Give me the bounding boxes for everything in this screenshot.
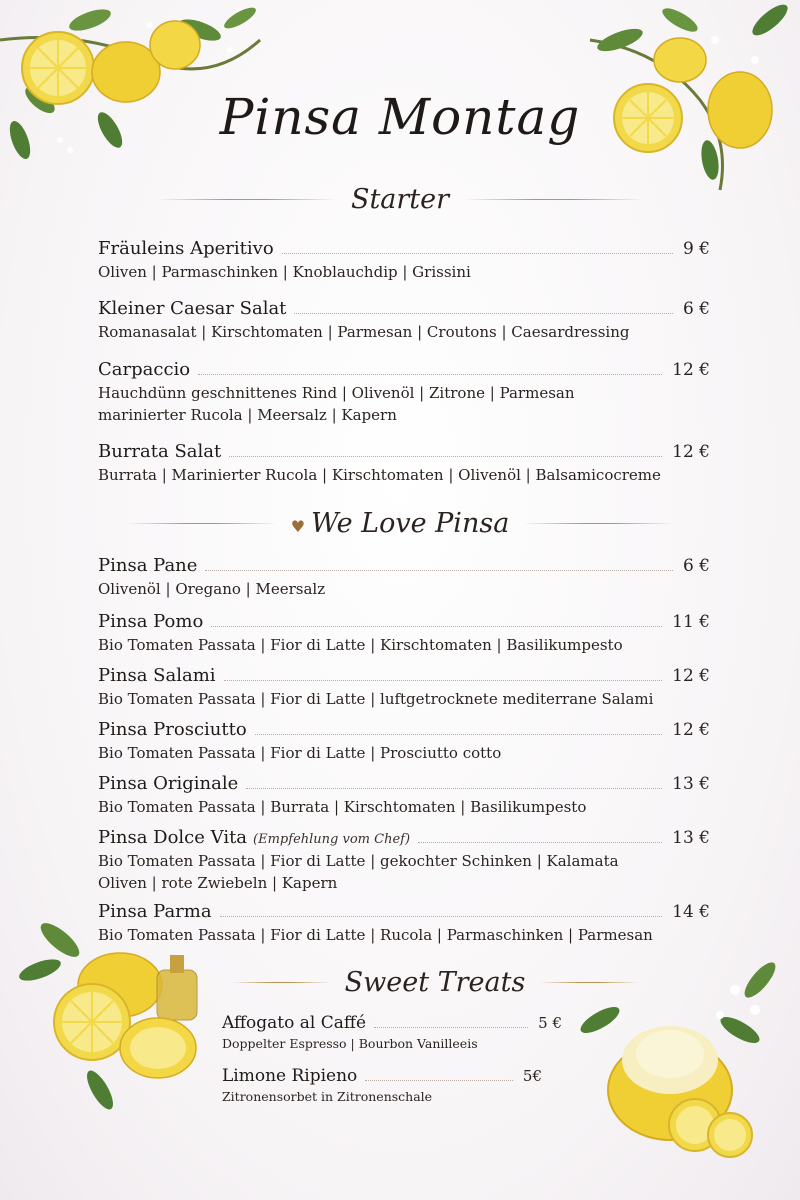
- item-description: Bio Tomaten Passata | Fior di Latte | luftgetrocknete mediterrane Salami: [98, 690, 654, 708]
- item-description: Romanasalat | Kirschtomaten | Parmesan | Croutons | Caesardressing: [98, 323, 630, 341]
- divider-line: [157, 199, 337, 200]
- divider-line: [463, 199, 643, 200]
- menu-item: [98, 238, 710, 283]
- item-name: Pinsa Dolce Vita: [98, 827, 248, 848]
- dot-leader: [211, 626, 662, 627]
- dot-leader: [418, 842, 662, 843]
- menu-item: [98, 359, 710, 426]
- item-name: Fräuleins Aperitivo: [98, 238, 274, 259]
- item-description: Bio Tomaten Passata | Fior di Latte | gekochter Schinken | Kalamata: [98, 852, 619, 870]
- menu-item: [222, 1013, 562, 1053]
- item-description: Hauchdünn geschnittenes Rind | Olivenöl | Zitrone | Parmesan: [98, 384, 575, 402]
- dot-leader: [294, 313, 673, 314]
- item-description: Bio Tomaten Passata | Fior di Latte | Prosciutto cotto: [98, 744, 502, 762]
- item-price: 12 €: [672, 666, 710, 686]
- divider-line: [231, 982, 331, 983]
- dot-leader: [246, 788, 662, 789]
- item-price: 12 €: [672, 720, 710, 740]
- menu-item: [98, 298, 710, 343]
- dot-leader: [205, 570, 673, 571]
- item-price: 6 €: [682, 556, 710, 576]
- item-description: Bio Tomaten Passata | Burrata | Kirschtomaten | Basilikumpesto: [98, 798, 587, 816]
- section-heading-pinsa: [120, 508, 680, 539]
- item-name: Kleiner Caesar Salat: [98, 298, 287, 319]
- item-price: 6 €: [682, 299, 710, 319]
- menu-item: [98, 901, 710, 946]
- item-name: Carpaccio: [98, 359, 191, 380]
- item-name: Pinsa Pane: [98, 555, 198, 576]
- dot-leader: [198, 374, 662, 375]
- item-price: 14 €: [672, 902, 710, 922]
- item-name: Affogato al Caffé: [222, 1013, 367, 1033]
- item-price: 11 €: [672, 612, 710, 632]
- item-name: Pinsa Originale: [98, 773, 239, 794]
- item-price: 9 €: [682, 239, 710, 259]
- dot-leader: [374, 1027, 528, 1028]
- section-heading-sweet-treats: [215, 967, 655, 998]
- menu-item: [222, 1066, 542, 1106]
- item-name: Pinsa Parma: [98, 901, 212, 922]
- item-description: Bio Tomaten Passata | Fior di Latte | Rucola | Parmaschinken | Parmesan: [98, 926, 653, 944]
- item-description: Zitronensorbet in Zitronenschale: [222, 1089, 433, 1104]
- item-price: 5 €: [538, 1014, 562, 1032]
- item-note: (Empfehlung vom Chef): [253, 832, 411, 847]
- dot-leader: [282, 253, 673, 254]
- section-heading-starter: [150, 184, 650, 215]
- item-description: Bio Tomaten Passata | Fior di Latte | Kirschtomaten | Basilikumpesto: [98, 636, 623, 654]
- item-description: Burrata | Marinierter Rucola | Kirschtomaten | Olivenöl | Balsamicocreme: [98, 466, 661, 484]
- menu-item: [98, 555, 710, 600]
- item-price: 13 €: [672, 774, 710, 794]
- divider-line: [127, 523, 277, 524]
- item-name: Pinsa Prosciutto: [98, 719, 247, 740]
- item-description: Olivenöl | Oregano | Meersalz: [98, 580, 326, 598]
- divider-line: [539, 982, 639, 983]
- item-description-line-2: marinierter Rucola | Meersalz | Kapern: [98, 406, 397, 424]
- menu-item: [98, 441, 710, 486]
- dot-leader: [255, 734, 662, 735]
- item-description: Oliven | Parmaschinken | Knoblauchdip | Grissini: [98, 263, 471, 281]
- dot-leader: [365, 1080, 513, 1081]
- item-price: 13 €: [672, 828, 710, 848]
- item-price: 12 €: [672, 442, 710, 462]
- menu-item: [98, 665, 710, 710]
- item-name: Burrata Salat: [98, 441, 222, 462]
- item-name: Pinsa Pomo: [98, 611, 204, 632]
- item-price: 12 €: [672, 360, 710, 380]
- section-title: We Love Pinsa: [311, 508, 510, 539]
- menu-item: [98, 719, 710, 764]
- dot-leader: [220, 916, 663, 917]
- item-name: Limone Ripieno: [222, 1066, 358, 1086]
- divider-line: [523, 523, 673, 524]
- dot-leader: [229, 456, 662, 457]
- menu-title: Pinsa Montag: [219, 88, 581, 146]
- heart-icon: ♥: [290, 517, 306, 536]
- menu-item: [98, 773, 710, 818]
- dot-leader: [224, 680, 663, 681]
- item-price: 5€: [522, 1067, 542, 1085]
- menu-item-chef-recommendation: [98, 827, 710, 894]
- item-name: Pinsa Salami: [98, 665, 216, 686]
- section-title: Sweet Treats: [344, 967, 526, 998]
- menu-item: [98, 611, 710, 656]
- section-title-wrap: [277, 508, 524, 539]
- item-description: Doppelter Espresso | Bourbon Vanilleeis: [222, 1036, 478, 1051]
- section-title: Starter: [350, 184, 450, 215]
- item-description-line-2: Oliven | rote Zwiebeln | Kapern: [98, 874, 338, 892]
